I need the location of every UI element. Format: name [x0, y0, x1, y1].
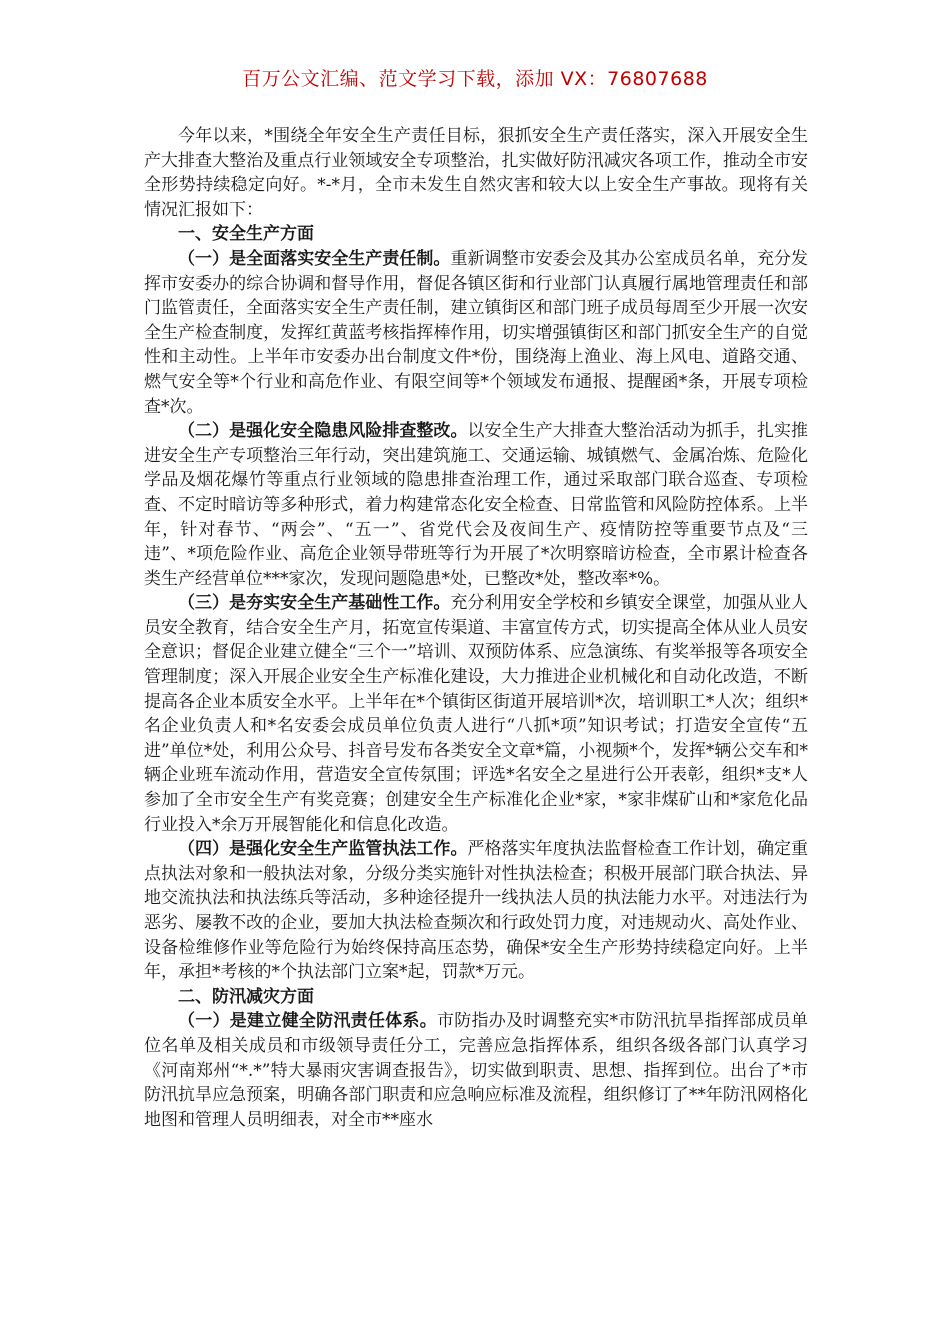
paragraph-lead: （一）是全面落实安全生产责任制。 [178, 248, 451, 269]
intro-paragraph: 今年以来，*围绕全年安全生产责任目标，狠抓安全生产责任落实，深入开展安全生产大排查大整治及重点行业领域安全专项整治，扎实做好防汛减灾各项工作，推动全市安全形势持续稳定向好。*-*月，全市未发生自然灾害和较大以上安全生产事故。现将有关情况汇报如下： [144, 126, 808, 220]
paragraph-safety-2 [144, 419, 808, 591]
paragraph-lead: （一）是建立健全防汛责任体系。 [178, 1011, 437, 1032]
header-watermark: 百万公文汇编、范文学习下载，添加 VX：76807688 [242, 68, 708, 90]
paragraph-text: 严格落实年度执法监督检查工作计划，确定重点执法对象和一般执法对象，分级分类实施针对性执法检查；积极开展部门联合执法、异地交流执法和执法练兵等活动，多种途径提升一线执法人员的执法能力水平。对违法行为恶劣、屡教不改的企业，要加大执法检查频次和行政处罚力度，对违规动火、高处作业、设备检维修作业等危险行为始终保持高压态势，确保*安全生产形势持续稳定向好。上半年，承担*考核的*个执法部门立案*起，罚款*万元。 [144, 839, 809, 983]
paragraph-text: 市防指办及时调整充实*市防汛抗旱指挥部成员单位名单及相关成员和市级领导责任分工，完善应急指挥体系，组织各级各部门认真学习《河南郑州“*.*”特大暴雨灾害调查报告》，切实做到职责、思想、指挥到位。出台了*市防汛抗旱应急预案，明确各部门职责和应急响应标准及流程，组织修订了**年防汛网格化地图和管理人员明细表，对全市**座水 [144, 1011, 809, 1130]
paragraph-text: 重新调整市安委会及其办公室成员名单，充分发挥市安委办的综合协调和督导作用，督促各镇区街和行业部门认真履行属地管理责任和部门监管责任，全面落实安全生产责任制，建立镇街区和部门班子成员每周至少开展一次安全生产检查制度，发挥红黄蓝考核指挥棒作用，切实增强镇街区和部门抓安全生产的自觉性和主动性。上半年市安委办出台制度文件*份，围绕海上渔业、海上风电、道路交通、燃气安全等*个行业和高危作业、有限空间等*个领域发布通报、提醒函*条，开展专项检查*次。 [144, 248, 809, 417]
section-heading-flood: 二、防汛减灾方面 [178, 986, 314, 1007]
paragraph-lead: （三）是夯实安全生产基础性工作。 [178, 593, 451, 614]
paragraph-safety-1 [144, 247, 808, 419]
document-body [144, 124, 808, 1132]
paragraph-flood-1 [144, 1009, 808, 1132]
paragraph-safety-3 [144, 591, 808, 837]
section-heading-safety: 一、安全生产方面 [178, 224, 314, 245]
paragraph-lead: （四）是强化安全生产监管执法工作。 [178, 839, 468, 860]
paragraph-lead: （二）是强化安全隐患风险排查整改。 [178, 421, 468, 442]
paragraph-text: 以安全生产大排查大整治活动为抓手，扎实推进安全生产专项整治三年行动，突出建筑施工、交通运输、城镇燃气、金属冶炼、危险化学品及烟花爆竹等重点行业领域的隐患排查治理工作，通过采取部门联合巡查、专项检查、不定时暗访等多种形式，着力构建常态化安全检查、日常监管和风险防控体系。上半年，针对春节、“两会”、“五一”、省党代会及夜间生产、疫情防控等重要节点及“三违”、*项危险作业、高危企业领导带班等行为开展了*次明察暗访检查，全市累计检查各类生产经营单位***家次，发现问题隐患*处，已整改*处，整改率*%。 [144, 421, 809, 589]
paragraph-text: 充分利用安全学校和乡镇安全课堂，加强从业人员安全教育，结合安全生产月，拓宽宣传渠道、丰富宣传方式，切实提高全体从业人员安全意识；督促企业建立健全“三个一”培训、双预防体系、应急演练、有奖举报等各项安全管理制度；深入开展企业安全生产标准化建设，大力推进企业机械化和自动化改造，不断提高各企业本质安全水平。上半年在*个镇街区街道开展培训*次，培训职工*人次；组织*名企业负责人和*名安委会成员单位负责人进行“八抓*项”知识考试；打造安全宣传“五进”单位*处，利用公众号、抖音号发布各类安全文章*篇，小视频*个，发挥*辆公交车和*辆企业班车流动作用，营造安全宣传氛围；评选*名安全之星进行公开表彰，组织*支*人参加了全市安全生产有奖竞赛；创建安全生产标准化企业*家，*家非煤矿山和*家危化品行业投入*余万开展智能化和信息化改造。 [144, 593, 809, 835]
paragraph-safety-4 [144, 837, 808, 985]
